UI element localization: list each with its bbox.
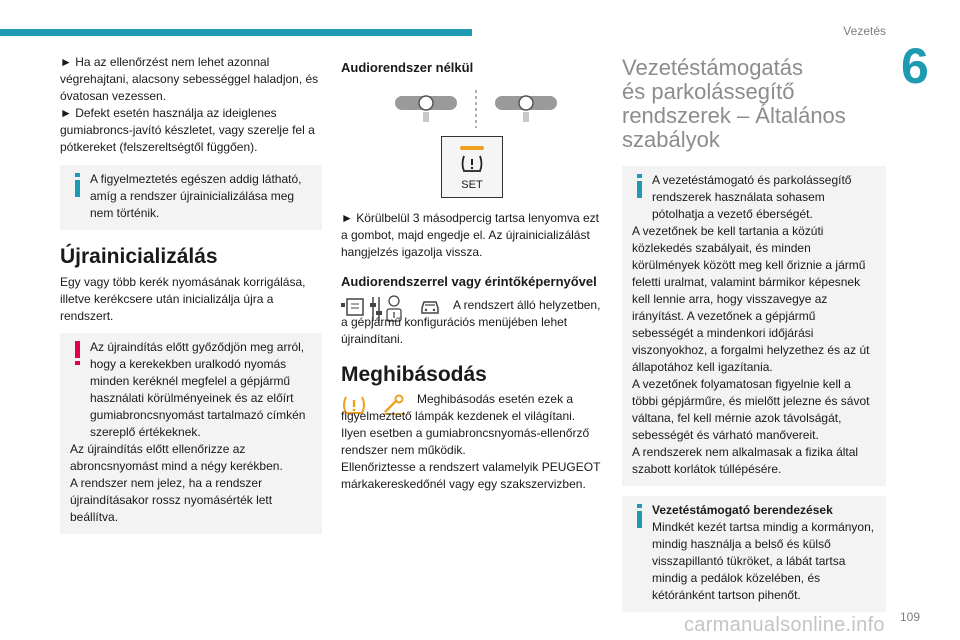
paragraph: Ilyen esetben a gumiabroncsnyomás-ellenőrző rendszer nem működik. <box>341 426 590 457</box>
column-middle <box>341 54 605 493</box>
tpms-set-button-icon <box>460 154 484 174</box>
info-icon <box>632 504 648 528</box>
set-label: SET <box>461 179 483 191</box>
info-icon <box>632 174 648 198</box>
button-led <box>460 146 484 150</box>
page-number: 109 <box>899 610 920 624</box>
section-heading: Meghibásodás <box>341 363 487 386</box>
paragraph: Egy vagy több kerék nyomásának korrigálása, illetve kerékcsere után inicializálja újra a rendszert. <box>60 275 306 323</box>
warning-text: A rendszer nem jelez, ha a rendszer újraindításakor rossz nyomásérték lett beállítva. <box>70 476 273 524</box>
warning-text: Az újraindítás előtt ellenőrizze az abroncsnyomást mind a négy kerékben. <box>70 442 283 473</box>
title-line: szabályok <box>622 127 720 152</box>
info-text: A vezetőnek be kell tartania a közúti közlekedés szabályait, és minden körülmények között meg kell őriznie a jármű feletti uralmat, valamint bármikor képesnek kell lennie arra, hogy visszavegye az irányítást. A vezetőnek a gépjármű sebességét a mindenkori időjárási viszonyokhoz, a forgalmi helyzethez és az út állapotához kell igazítania. <box>632 224 870 374</box>
paragraph: A rendszert álló helyzetben, a gépjármű konfigurációs menüjében lehet újraindítani. <box>341 298 601 346</box>
watermark: carmanualsonline.info <box>684 614 885 636</box>
paragraph: Meghibásodás esetén ezek a figyelmeztető lámpák kezdenek el világítani. <box>341 392 576 423</box>
info-title: Vezetéstámogató berendezések <box>652 503 833 517</box>
info-text: A figyelmeztetés egészen addig látható, amíg a rendszer újrainicializálása meg nem történik. <box>90 172 302 220</box>
column-right <box>622 56 886 612</box>
warning-icon <box>70 341 86 365</box>
subheading: Audiorendszer nélkül <box>341 60 474 75</box>
info-box <box>622 166 886 486</box>
section-heading: Újrainicializálás <box>60 245 218 268</box>
info-text: A rendszerek nem alkalmasak a fizika által szabott korlátok túllépésére. <box>632 445 859 476</box>
subheading: Audiorendszerrel vagy érintőképernyővel <box>341 274 597 289</box>
title-line: és parkolássegítő <box>622 79 795 104</box>
warning-box <box>60 333 322 534</box>
title-line: rendszerek – Általános <box>622 103 846 128</box>
tpms-set-button <box>441 136 503 198</box>
info-text: A vezetőnek folyamatosan figyelnie kell a többi gépjárműre, és mielőtt jelezne és sávot váltana, fel kell mérnie azok távolságát, sebességét és várható manővereit. <box>632 377 870 442</box>
info-icon <box>70 173 86 197</box>
info-box <box>60 165 322 230</box>
title-line: Vezetéstámogatás <box>622 55 804 80</box>
info-text: Mindkét kezét tartsa mindig a kormányon, mindig használja a belső és külső visszapillantó tükröket, a lábát tartsa mindig a pedálok közelében, és kétóránként tartson pihenőt. <box>652 520 875 602</box>
chapter-number: 6 <box>901 38 929 94</box>
bullet-text: ► Ha az ellenőrzést nem lehet azonnal végrehajtani, alacsony sebességgel haladjon, és óvatosan vezessen. <box>60 55 319 103</box>
top-accent-bar <box>0 29 472 36</box>
paragraph: ► Körülbelül 3 másodpercig tartsa lenyomva ezt a gombot, majd engedje el. Az újrainicializálást hangjelzés igazolja vissza. <box>341 211 599 259</box>
info-text: A vezetéstámogató és parkolássegítő rendszerek használata sohasem pótolhatja a vezető éberségét. <box>652 173 852 221</box>
steering-wheel-icon <box>391 90 561 128</box>
info-box <box>622 496 886 612</box>
section-name: Vezetés <box>843 24 886 38</box>
paragraph: Ellenőriztesse a rendszert valamelyik PEUGEOT márkakereskedőnél vagy egy szakszervizben. <box>341 460 601 491</box>
bullet-text: ► Defekt esetén használja az ideiglenes gumiabroncs-javító készletet, vagy szerelje fel a pótkereket (felszereltségtől függően). <box>60 106 315 154</box>
column-left <box>60 54 322 534</box>
page-title <box>622 56 886 152</box>
warning-text: Az újraindítás előtt győződjön meg arról, hogy a kerekekben uralkodó nyomás minden keréknél megfelel a gépjármű használati körülményeinek és az előírt gumiabroncsnyomást tartalmazó címkén szereplő értékeknek. <box>90 340 306 439</box>
